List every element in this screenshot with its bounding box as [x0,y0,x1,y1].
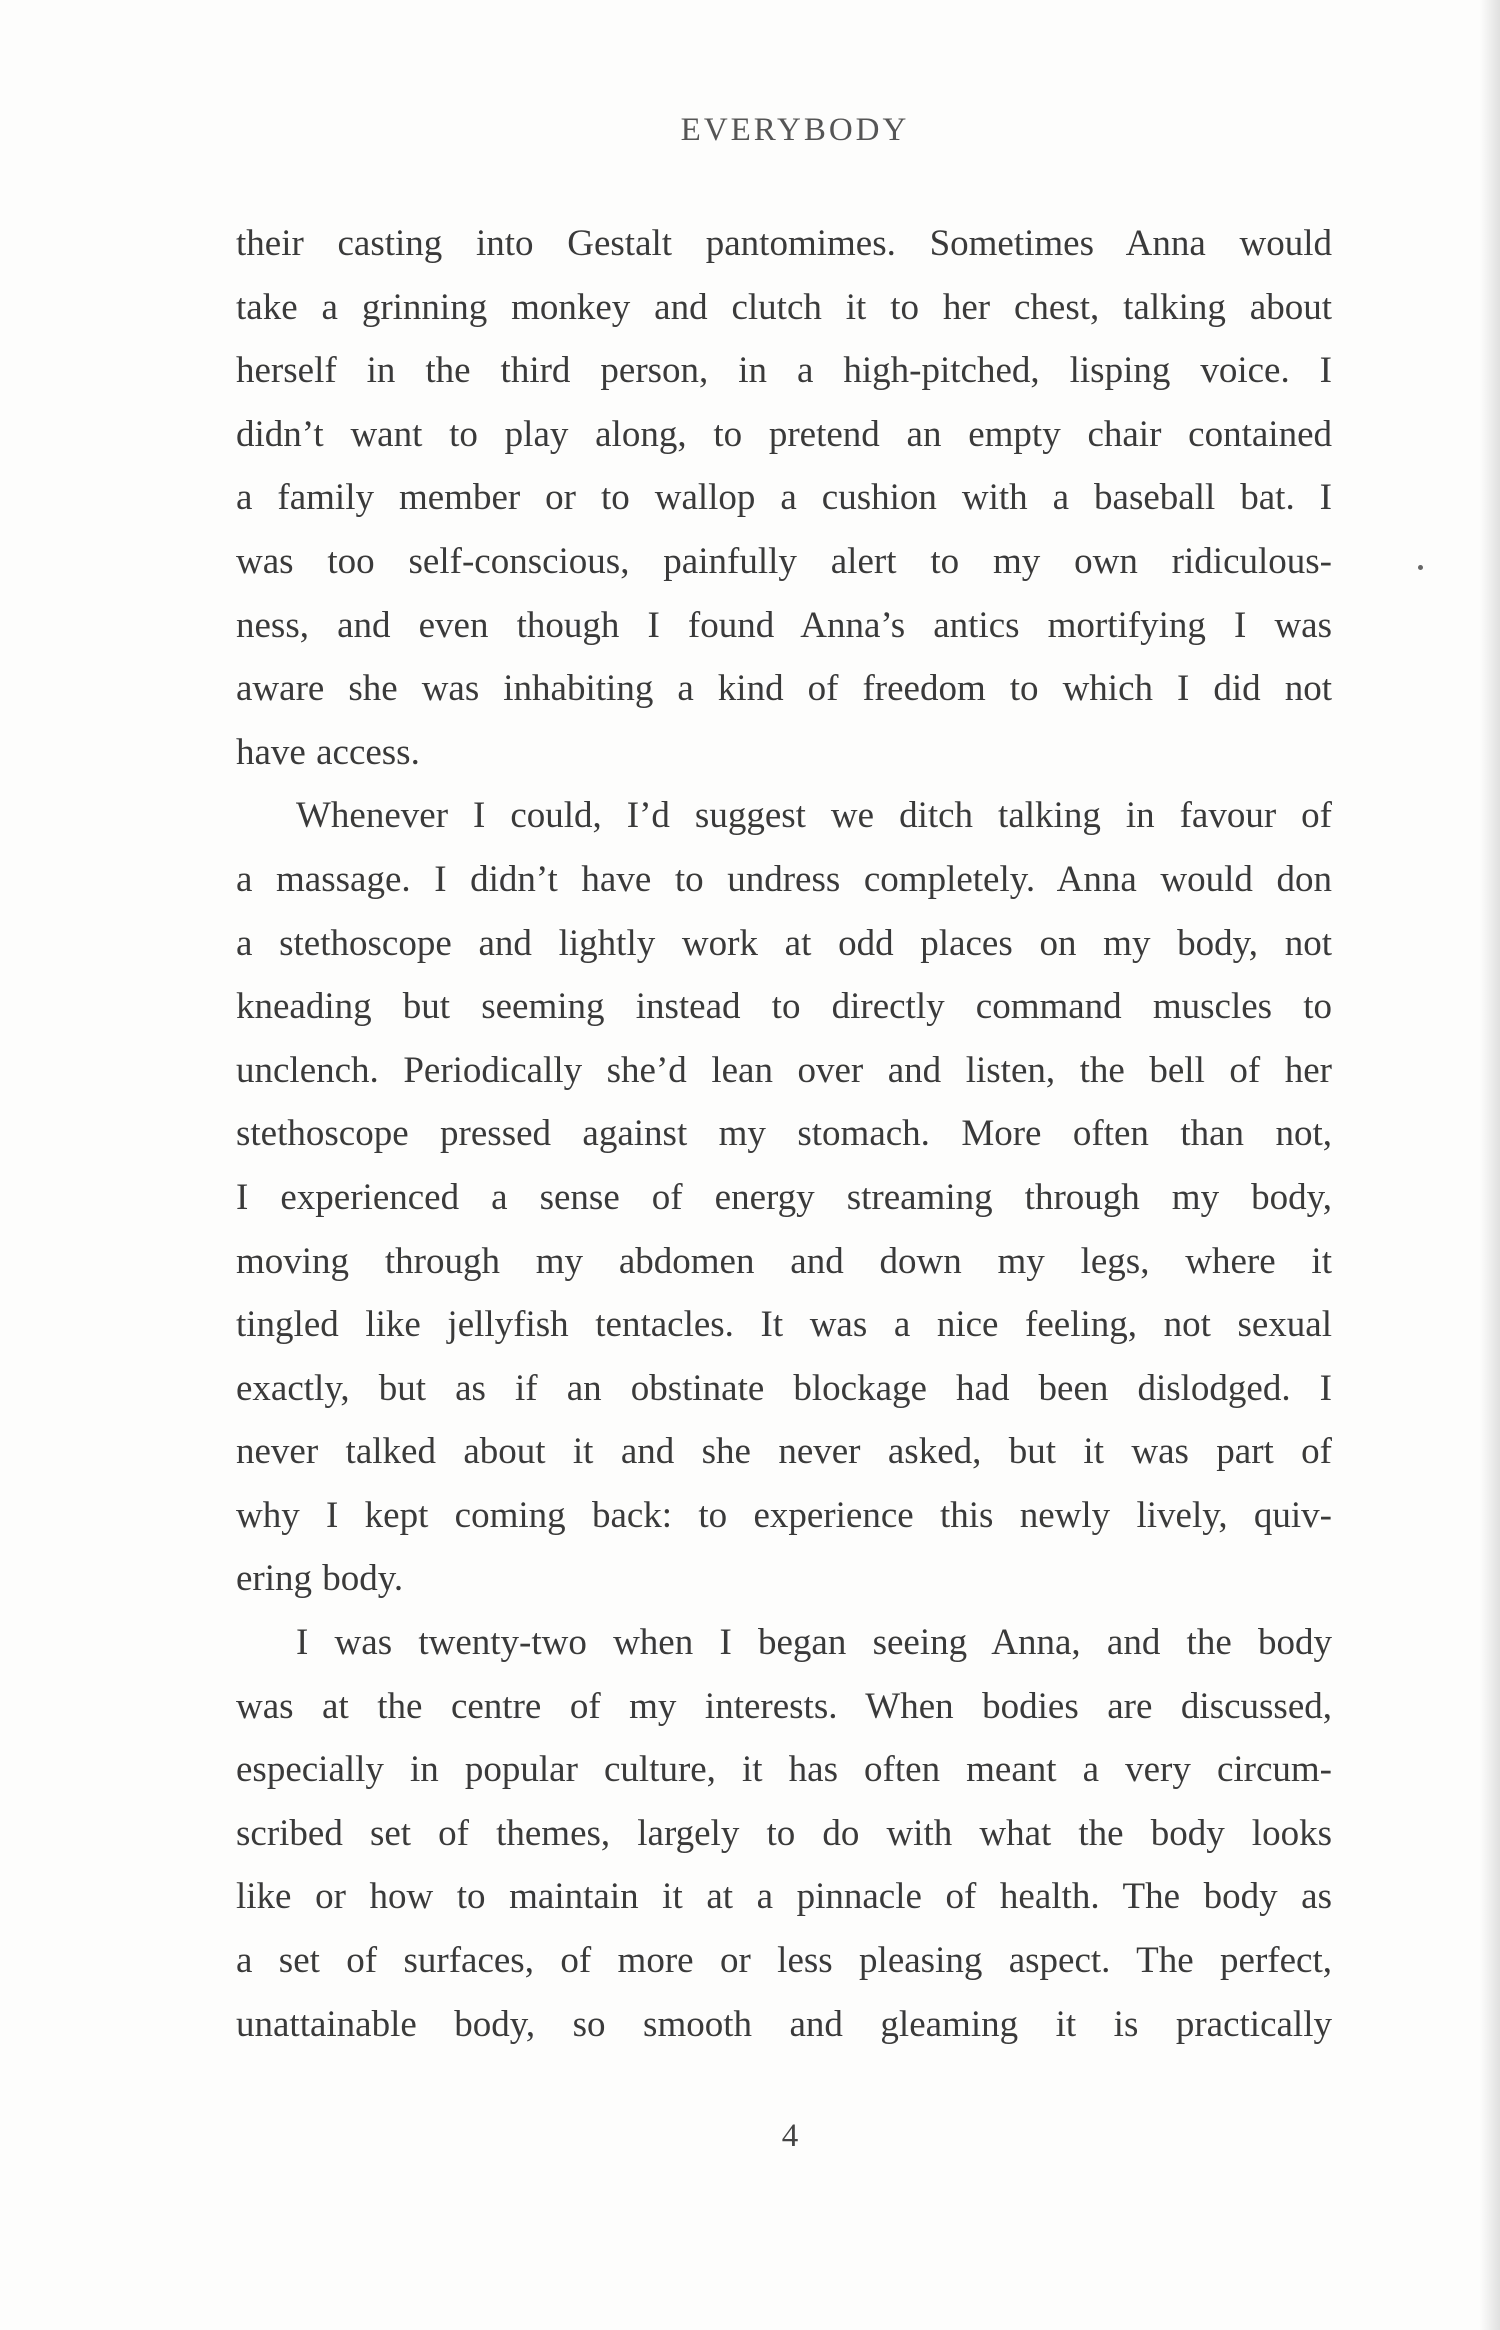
text-line: ness, and even though I found Anna’s antics mortifying I was [236,604,1332,646]
running-head: EVERYBODY [680,112,910,148]
text-line: I was twenty-two when I began seeing Anna, and the body [296,1622,1332,1664]
page-edge-shadow [1480,0,1500,2330]
text-line: a massage. I didn’t have to undress completely. Anna would don [236,858,1332,900]
scan-speck [1418,565,1423,570]
text-line: have access. [236,731,420,773]
text-line: didn’t want to play along, to pretend an empty chair contained [236,413,1332,455]
text-line: especially in popular culture, it has often meant a very circum- [236,1749,1332,1791]
text-line: take a grinning monkey and clutch it to her chest, talking about [236,286,1332,328]
text-line: never talked about it and she never asked, but it was part of [236,1431,1332,1473]
text-line: was too self-conscious, painfully alert to my own ridiculous- [236,540,1332,582]
text-line: why I kept coming back: to experience this newly lively, quiv- [236,1494,1332,1536]
paragraph [236,784,1332,1611]
text-line: scribed set of themes, largely to do with what the body looks [236,1812,1332,1854]
text-line: a stethoscope and lightly work at odd places on my body, not [236,922,1332,964]
paragraph [236,212,1332,784]
text-line: moving through my abdomen and down my legs, where it [236,1240,1332,1282]
text-line: kneading but seeming instead to directly command muscles to [236,986,1332,1028]
text-line: I experienced a sense of energy streaming through my body, [236,1176,1332,1218]
text-line: like or how to maintain it at a pinnacle of health. The body as [236,1876,1332,1918]
text-line: a set of surfaces, of more or less pleasing aspect. The perfect, [236,1940,1332,1982]
text-line: unclench. Periodically she’d lean over and listen, the bell of her [236,1049,1332,1091]
text-line: unattainable body, so smooth and gleaming it is practically [236,2003,1332,2045]
paragraph [236,1611,1332,2056]
text-line: was at the centre of my interests. When bodies are discussed, [236,1685,1332,1727]
text-line: their casting into Gestalt pantomimes. Sometimes Anna would [236,223,1332,264]
text-line: Whenever I could, I’d suggest we ditch talking in favour of [296,795,1332,837]
text-line: tingled like jellyfish tentacles. It was a nice feeling, not sexual [236,1304,1332,1346]
text-line: herself in the third person, in a high-pitched, lisping voice. I [236,350,1332,392]
text-line: exactly, but as if an obstinate blockage had been dislodged. I [236,1367,1332,1409]
text-line: ering body. [236,1558,404,1600]
text-line: a family member or to wallop a cushion with a baseball bat. I [236,477,1332,519]
body-text [236,212,1332,2056]
page-number: 4 [781,2118,799,2154]
text-line: aware she was inhabiting a kind of freedom to which I did not [236,668,1332,710]
text-line: stethoscope pressed against my stomach. More often than not, [236,1113,1332,1155]
